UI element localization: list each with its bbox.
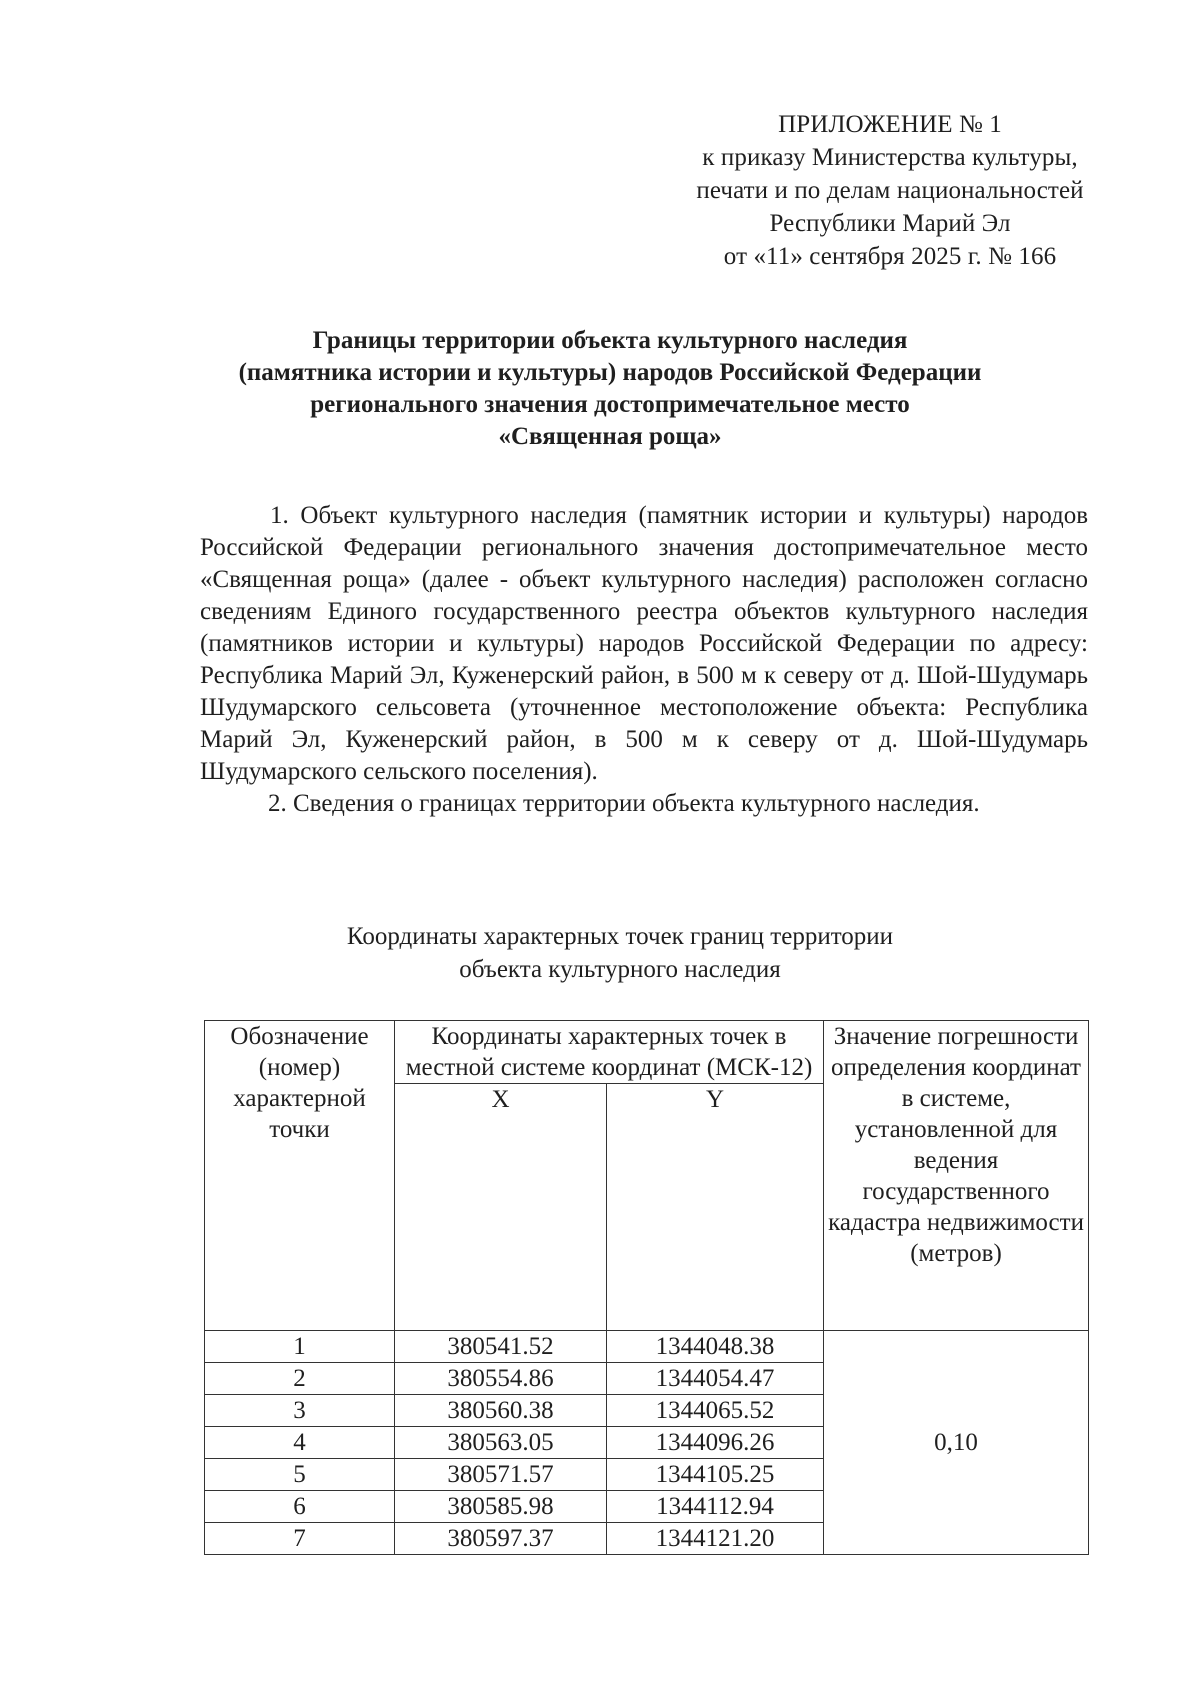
title-line: «Священная роща» xyxy=(498,423,722,450)
appendix-republic: Республики Марий Эл xyxy=(769,210,1011,237)
y-coordinate-cell: 1344096.26 xyxy=(607,1427,824,1459)
paragraph-2: 2. Сведения о границах территории объекта культурного наследия. xyxy=(268,790,980,817)
title-line: Границы территории объекта культурного наследия xyxy=(312,327,908,354)
point-number-cell: 6 xyxy=(205,1491,395,1523)
point-number-cell: 3 xyxy=(205,1395,395,1427)
x-coordinate-cell: 380585.98 xyxy=(395,1491,607,1523)
header-x: X xyxy=(395,1084,607,1331)
x-coordinate-cell: 380560.38 xyxy=(395,1395,607,1427)
y-coordinate-cell: 1344048.38 xyxy=(607,1331,824,1363)
header-point-number: Обозначение (номер) характерной точки xyxy=(205,1021,395,1331)
appendix-order-ref: к приказу Министерства культуры, xyxy=(702,144,1078,171)
point-number-cell: 5 xyxy=(205,1459,395,1491)
coordinates-table xyxy=(204,1020,1089,1555)
table-row xyxy=(205,1331,1089,1363)
appendix-block xyxy=(640,108,1140,273)
point-number-cell: 7 xyxy=(205,1523,395,1555)
title-line: (памятника истории и культуры) народов Российской Федерации xyxy=(238,359,982,386)
table-caption xyxy=(140,920,1100,986)
y-coordinate-cell: 1344065.52 xyxy=(607,1395,824,1427)
table-caption-line: объекта культурного наследия xyxy=(459,956,781,983)
table-header-row xyxy=(205,1021,1089,1084)
table-caption-line: Координаты характерных точек границ территории xyxy=(346,923,894,950)
body-text xyxy=(200,500,1088,820)
x-coordinate-cell: 380541.52 xyxy=(395,1331,607,1363)
error-value-cell: 0,10 xyxy=(824,1331,1089,1555)
document-title xyxy=(140,325,1080,453)
point-number-cell: 4 xyxy=(205,1427,395,1459)
y-coordinate-cell: 1344054.47 xyxy=(607,1363,824,1395)
x-coordinate-cell: 380563.05 xyxy=(395,1427,607,1459)
x-coordinate-cell: 380597.37 xyxy=(395,1523,607,1555)
point-number-cell: 1 xyxy=(205,1331,395,1363)
appendix-ministry: печати и по делам национальностей xyxy=(696,177,1084,204)
paragraph-1: 1. Объект культурного наследия (памятник истории и культуры) народов Российской Федерации регионального значения достопримечательное место «Священная роща» (далее - объект культурного наследия) расположен согласно сведениям Единого государственного реестра объектов культурного наследия (памятников истории и культуры) народов Российской Федерации по адресу: Республика Марий Эл, Куженерский район, в 500 м к северу от д. Шой-Шудумарь Шудумарского сельсовета (уточненное местоположение объекта: Республика Марий Эл, Куженерский район, в 500 м к северу от д. Шой-Шудумарь Шудумарского сельского поселения). xyxy=(200,502,1088,785)
appendix-date-number: от «11» сентября 2025 г. № 166 xyxy=(723,243,1057,270)
header-coordinates: Координаты характерных точек в местной системе координат (МСК-12) xyxy=(395,1021,824,1084)
point-number-cell: 2 xyxy=(205,1363,395,1395)
x-coordinate-cell: 380554.86 xyxy=(395,1363,607,1395)
title-line: регионального значения достопримечательное место xyxy=(310,391,910,418)
header-y: Y xyxy=(607,1084,824,1331)
x-coordinate-cell: 380571.57 xyxy=(395,1459,607,1491)
header-error: Значение погрешности определения координат в системе, установленной для ведения государственного кадастра недвижимости (метров) xyxy=(824,1021,1089,1331)
y-coordinate-cell: 1344112.94 xyxy=(607,1491,824,1523)
y-coordinate-cell: 1344121.20 xyxy=(607,1523,824,1555)
appendix-heading: ПРИЛОЖЕНИЕ № 1 xyxy=(778,111,1002,138)
y-coordinate-cell: 1344105.25 xyxy=(607,1459,824,1491)
